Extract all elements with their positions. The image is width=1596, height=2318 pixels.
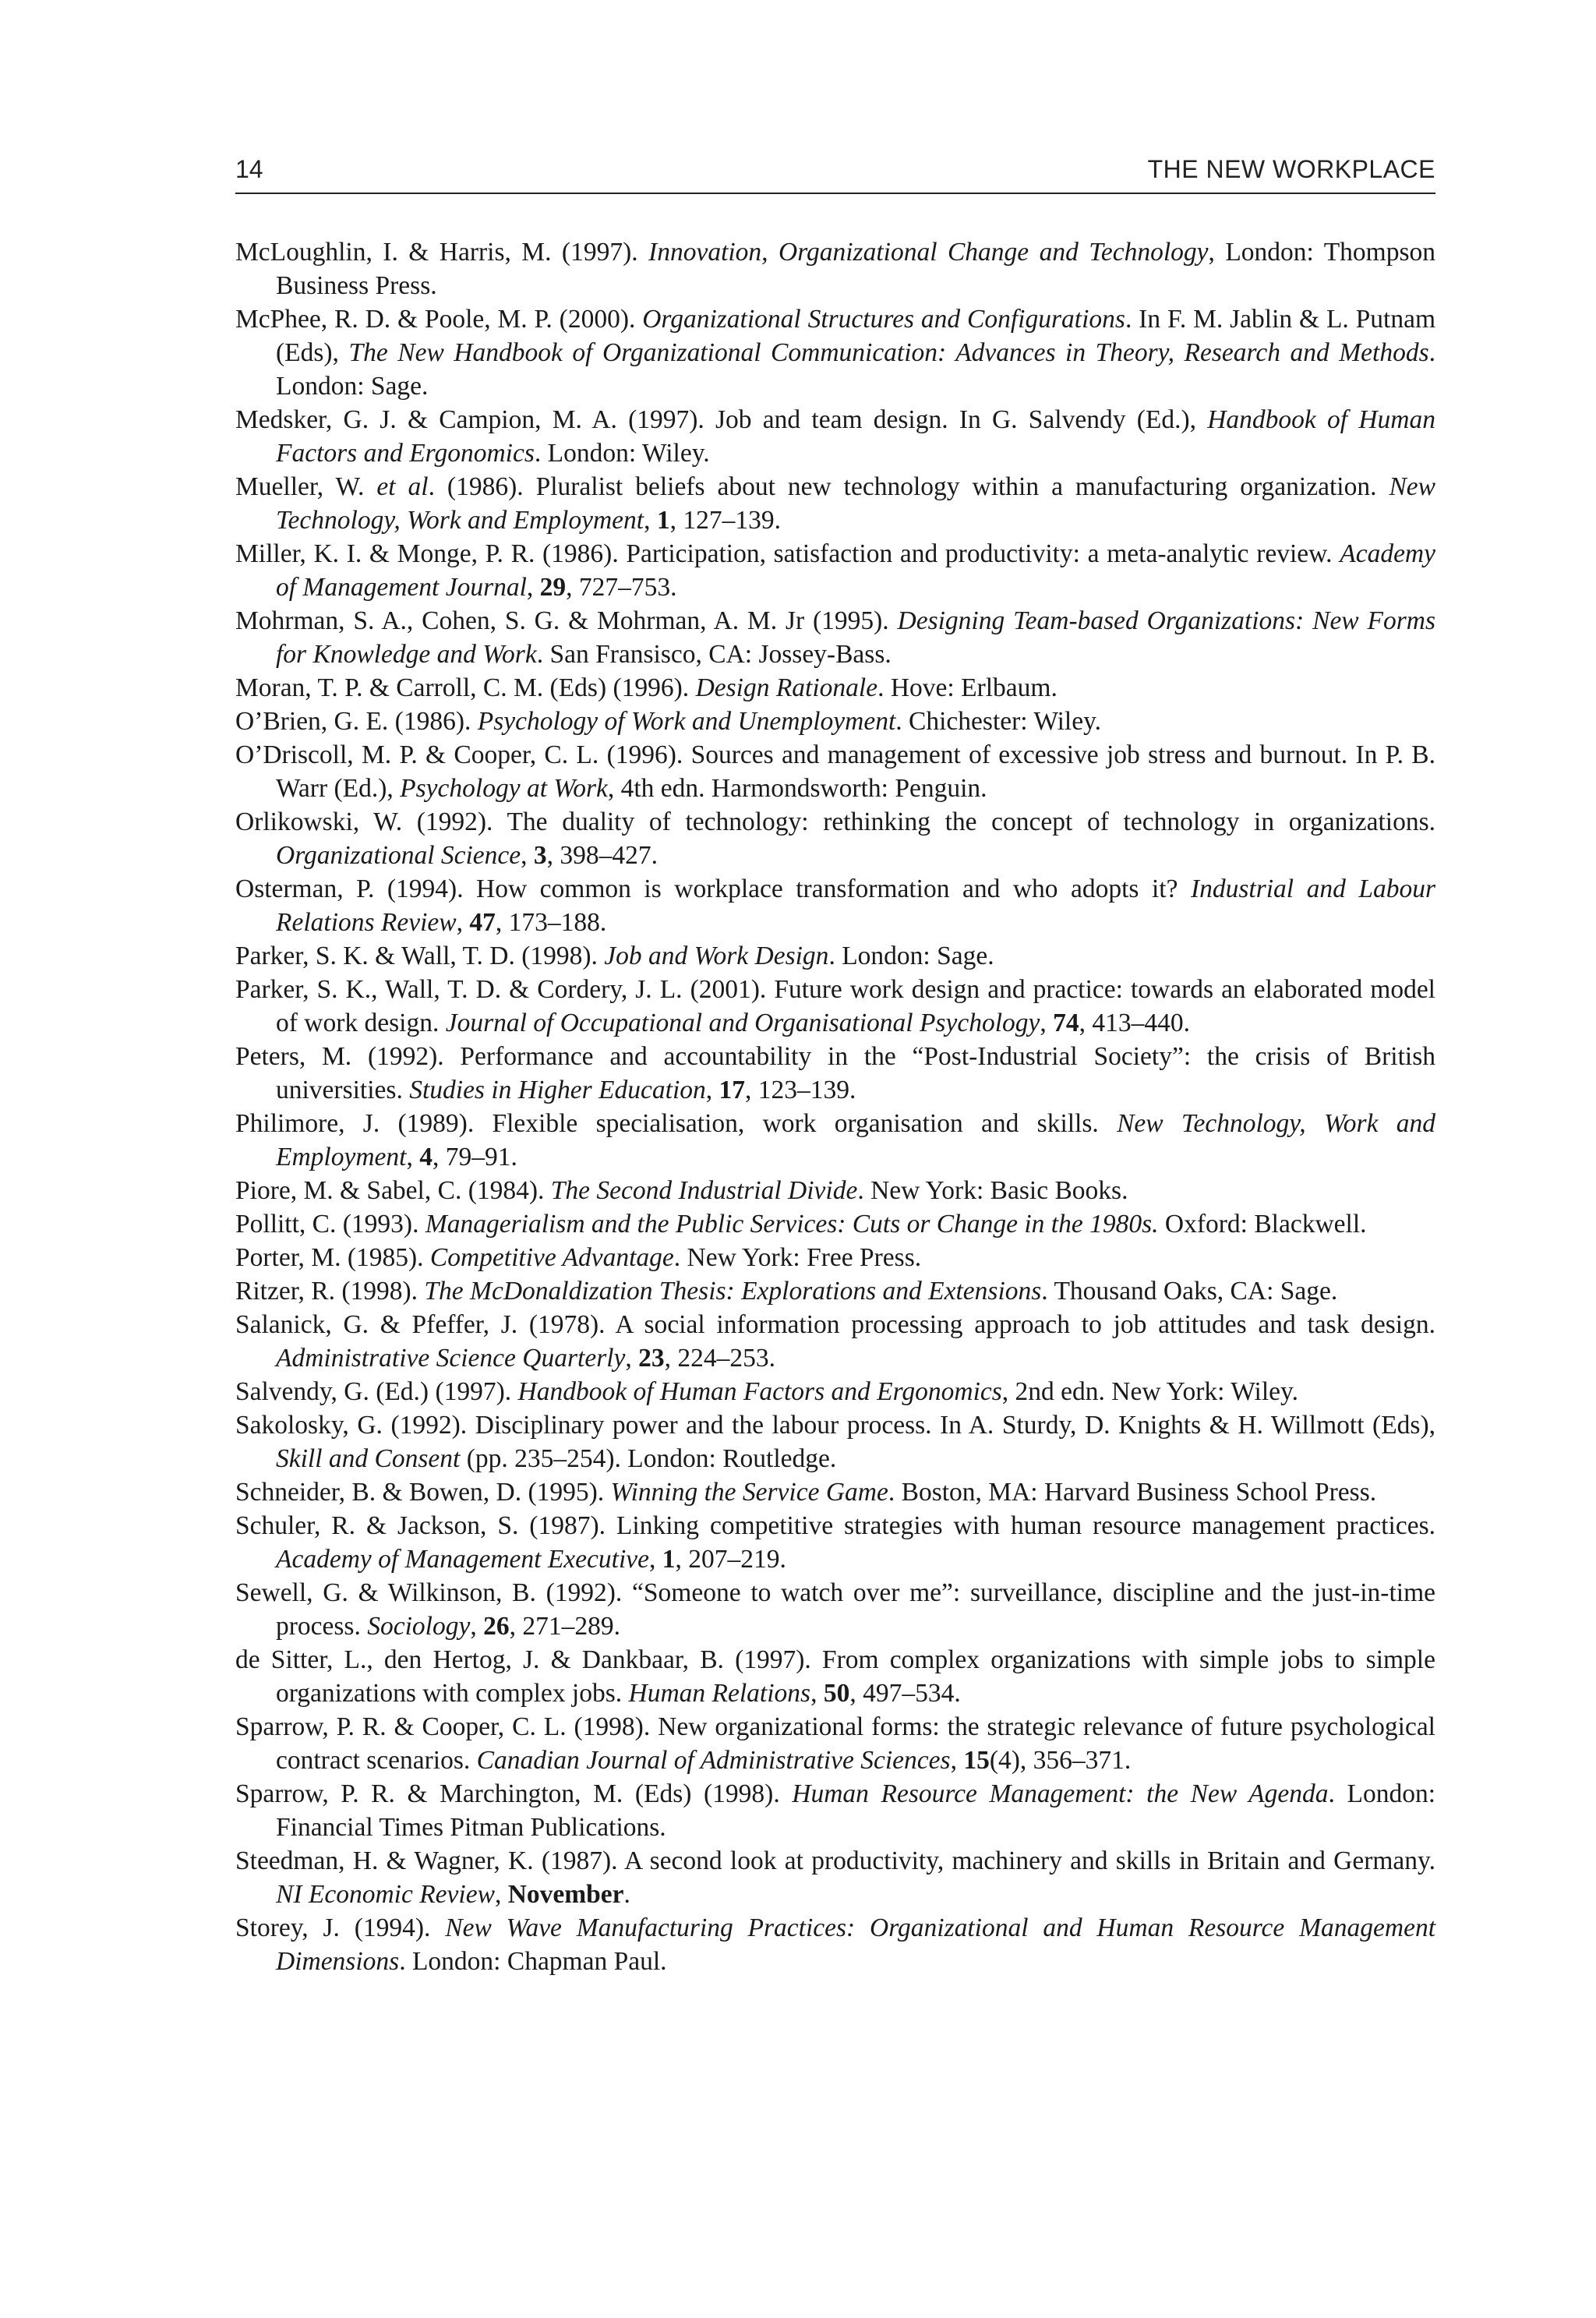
reference-text: . London: Financial Times Pitman Publications. — [276, 1779, 1436, 1842]
reference-title: NI Economic Review — [276, 1880, 495, 1909]
reference-title: The New Handbook of Organizational Communication: Advances in Theory, Research and Methods — [348, 338, 1429, 367]
reference-title: Psychology of Work and Unemployment — [477, 707, 896, 736]
reference-title: Psychology at Work — [400, 774, 608, 803]
reference-volume: 74 — [1053, 1009, 1079, 1037]
reference-title: Sociology — [367, 1612, 471, 1641]
reference-entry — [235, 1274, 1435, 1308]
reference-text: , — [526, 573, 540, 602]
reference-text: Sewell, G. & Wilkinson, B. (1992). “Someone to watch over me”: surveillance, discipline and the just-in-time process. — [235, 1578, 1435, 1641]
reference-text: , 123–139. — [745, 1076, 856, 1104]
reference-text: Ritzer, R. (1998). — [235, 1277, 425, 1306]
reference-text: . London: Chapman Paul. — [399, 1947, 667, 1976]
reference-text: , 4th edn. Harmondsworth: Penguin. — [607, 774, 987, 803]
reference-text: . Boston, MA: Harvard Business School Press. — [888, 1478, 1377, 1507]
reference-text: Peters, M. (1992). Performance and accountability in the “Post-Industrial Society”: the crisis of British universities. — [235, 1042, 1435, 1104]
reference-text: , — [950, 1746, 964, 1775]
reference-volume: 15 — [963, 1746, 990, 1775]
reference-entry — [235, 1777, 1435, 1844]
reference-text: McPhee, R. D. & Poole, M. P. (2000). — [235, 305, 643, 334]
reference-text: O’Brien, G. E. (1986). — [235, 707, 478, 736]
reference-text: Orlikowski, W. (1992). The duality of technology: rethinking the concept of technology in organizations. — [235, 807, 1435, 836]
reference-text: Mueller, W. — [235, 472, 377, 501]
reference-title: Organizational Science — [276, 841, 521, 870]
reference-text: . Thousand Oaks, CA: Sage. — [1041, 1277, 1338, 1306]
reference-volume: 3 — [533, 841, 547, 870]
reference-text: Storey, J. (1994). — [235, 1913, 446, 1942]
reference-entry — [235, 1509, 1435, 1576]
reference-title: Handbook of Human Factors and Ergonomics — [276, 405, 1435, 468]
reference-title: Handbook of Human Factors and Ergonomics — [517, 1377, 1002, 1406]
page-header — [235, 152, 1435, 194]
reference-entry — [235, 1710, 1435, 1777]
reference-title: Organizational Structures and Configurations — [642, 305, 1125, 334]
reference-entry — [235, 1844, 1435, 1911]
reference-text: Philimore, J. (1989). Flexible specialisation, work organisation and skills. — [235, 1109, 1118, 1138]
reference-title: The Second Industrial Divide — [550, 1176, 858, 1205]
reference-entry — [235, 939, 1435, 973]
reference-entry — [235, 1643, 1435, 1710]
reference-entry — [235, 1375, 1435, 1408]
reference-volume: 23 — [638, 1344, 665, 1373]
reference-volume: 26 — [483, 1612, 510, 1641]
reference-text: , 398–427. — [546, 841, 659, 870]
running-title: THE NEW WORKPLACE — [1147, 155, 1435, 183]
reference-text: , 173–188. — [495, 908, 607, 937]
reference-text: (4), 356–371. — [989, 1746, 1132, 1775]
reference-entry — [235, 805, 1435, 872]
reference-entry — [235, 1207, 1435, 1241]
reference-text: , 224–253. — [664, 1344, 776, 1373]
reference-text: Moran, T. P. & Carroll, C. M. (Eds) (1996). — [235, 673, 696, 702]
reference-entry — [235, 738, 1435, 805]
reference-title: New Wave Manufacturing Practices: Organizational and Human Resource Management Dimensions — [276, 1913, 1435, 1976]
reference-title: Canadian Journal of Administrative Sciences — [476, 1746, 951, 1775]
reference-entry — [235, 705, 1435, 738]
reference-text: , 2nd edn. New York: Wiley. — [1001, 1377, 1298, 1406]
reference-text: , 79–91. — [432, 1143, 517, 1171]
reference-title: Academy of Management Journal — [276, 539, 1435, 602]
reference-text: O’Driscoll, M. P. & Cooper, C. L. (1996). Sources and management of excessive job stress and burnout. In P. B. Warr (Ed.), — [235, 740, 1435, 803]
reference-text: , — [810, 1679, 824, 1708]
reference-title: Industrial and Labour Relations Review — [276, 875, 1435, 937]
reference-text: , — [494, 1880, 508, 1909]
reference-title: New Technology, Work and Employment — [276, 1109, 1435, 1171]
reference-text: Schneider, B. & Bowen, D. (1995). — [235, 1478, 611, 1507]
reference-text: , 127–139. — [669, 506, 781, 535]
reference-volume: 4 — [419, 1143, 433, 1171]
reference-text: , — [1040, 1009, 1054, 1037]
reference-entry — [235, 235, 1435, 302]
reference-text: . London: Sage. — [276, 338, 1435, 401]
reference-text: . Hove: Erlbaum. — [877, 673, 1058, 702]
reference-entry — [235, 537, 1435, 604]
reference-text: . San Fransisco, CA: Jossey-Bass. — [536, 640, 892, 669]
reference-text: Steedman, H. & Wagner, K. (1987). A second look at productivity, machinery and skills in Britain and Germany. — [235, 1846, 1435, 1875]
reference-text: Mohrman, S. A., Cohen, S. G. & Mohrman, A. M. Jr (1995). — [235, 606, 898, 635]
reference-text: . London: Wiley. — [534, 439, 710, 468]
reference-text: Miller, K. I. & Monge, P. R. (1986). Participation, satisfaction and productivity: a meta-analytic review. — [235, 539, 1340, 568]
reference-title: Academy of Management Executive — [276, 1545, 650, 1574]
reference-text: . New York: Free Press. — [673, 1243, 922, 1272]
reference-text: Oxford: Blackwell. — [1158, 1210, 1367, 1239]
reference-text: de Sitter, L., den Hertog, J. & Dankbaar, B. (1997). From complex organizations with simple jobs to simple organizations with complex jobs. — [235, 1645, 1435, 1708]
reference-volume: 1 — [662, 1545, 676, 1574]
reference-entry — [235, 1911, 1435, 1978]
reference-entry — [235, 604, 1435, 671]
reference-text: , 413–440. — [1079, 1009, 1191, 1037]
reference-entry — [235, 1408, 1435, 1475]
reference-list — [235, 235, 1435, 1978]
reference-text: , — [470, 1612, 484, 1641]
reference-title: Managerialism and the Public Services: Cuts or Change in the 1980s. — [425, 1210, 1159, 1239]
reference-text: , — [649, 1545, 662, 1574]
reference-text: , — [644, 506, 657, 535]
reference-entry — [235, 470, 1435, 537]
reference-title: Job and Work Design — [604, 942, 829, 970]
reference-text: . New York: Basic Books. — [857, 1176, 1128, 1205]
reference-entry — [235, 973, 1435, 1040]
reference-text: , — [625, 1344, 639, 1373]
page-number: 14 — [235, 155, 263, 183]
reference-text: , 497–534. — [849, 1679, 961, 1708]
reference-text: , 207–219. — [675, 1545, 786, 1574]
reference-text: Parker, S. K., Wall, T. D. & Cordery, J. L. (2001). Future work design and practice: towards an elaborated model of work design. — [235, 975, 1435, 1037]
reference-text: . Chichester: Wiley. — [895, 707, 1102, 736]
reference-text: Porter, M. (1985). — [235, 1243, 430, 1272]
reference-volume: November — [507, 1880, 624, 1909]
reference-text: , 727–753. — [566, 573, 677, 602]
reference-entry — [235, 1475, 1435, 1509]
reference-text: (pp. 235–254). London: Routledge. — [460, 1444, 837, 1473]
reference-text: Pollitt, C. (1993). — [235, 1210, 425, 1239]
reference-title: Journal of Occupational and Organisational Psychology — [445, 1009, 1040, 1037]
reference-text: . London: Sage. — [828, 942, 994, 970]
reference-title: Design Rationale — [695, 673, 878, 702]
reference-title: Studies in Higher Education — [409, 1076, 706, 1104]
reference-title: Competitive Advantage — [429, 1243, 674, 1272]
reference-text: Medsker, G. J. & Campion, M. A. (1997). Job and team design. In G. Salvendy (Ed.), — [235, 405, 1208, 434]
reference-text: Parker, S. K. & Wall, T. D. (1998). — [235, 942, 605, 970]
reference-volume: 29 — [539, 573, 567, 602]
reference-title: Innovation, Organizational Change and Technology — [648, 238, 1209, 267]
reference-text: Schuler, R. & Jackson, S. (1987). Linking competitive strategies with human resource management practices. — [235, 1511, 1435, 1540]
reference-text: , — [456, 908, 470, 937]
reference-text: Piore, M. & Sabel, C. (1984). — [235, 1176, 551, 1205]
reference-text: McLoughlin, I. & Harris, M. (1997). — [235, 238, 649, 267]
reference-text: Salvendy, G. (Ed.) (1997). — [235, 1377, 518, 1406]
reference-title: Administrative Science Quarterly — [276, 1344, 626, 1373]
reference-volume: 1 — [656, 506, 670, 535]
reference-text: , — [705, 1076, 719, 1104]
reference-title: Human Relations — [628, 1679, 811, 1708]
reference-text: . In F. M. Jablin & L. Putnam (Eds), — [276, 305, 1436, 367]
reference-volume: 17 — [719, 1076, 746, 1104]
reference-entry — [235, 1241, 1435, 1274]
reference-text: , — [406, 1143, 420, 1171]
reference-entry — [235, 671, 1435, 705]
reference-title: The McDonaldization Thesis: Explorations and Extensions — [424, 1277, 1042, 1306]
reference-text: . (1986). Pluralist beliefs about new technology within a manufacturing organization. — [428, 472, 1389, 501]
reference-volume: 50 — [823, 1679, 850, 1708]
reference-title: Human Resource Management: the New Agenda — [792, 1779, 1329, 1808]
reference-text: Sparrow, P. R. & Cooper, C. L. (1998). New organizational forms: the strategic relevance of future psychological contract scenarios. — [235, 1712, 1435, 1775]
reference-text: . — [623, 1880, 630, 1909]
reference-entry — [235, 1174, 1435, 1207]
reference-title: New Technology, Work and Employment — [276, 472, 1435, 535]
reference-entry — [235, 1308, 1435, 1375]
reference-title: Designing Team-based Organizations: New Forms for Knowledge and Work — [276, 606, 1435, 669]
reference-entry — [235, 1040, 1435, 1107]
reference-text: , London: Thompson Business Press. — [276, 238, 1435, 300]
reference-volume: 47 — [469, 908, 496, 937]
reference-text: Salanick, G. & Pfeffer, J. (1978). A social information processing approach to job attitudes and task design. — [235, 1310, 1435, 1339]
reference-text: Sparrow, P. R. & Marchington, M. (Eds) (1998). — [235, 1779, 793, 1808]
reference-text: , 271–289. — [509, 1612, 620, 1641]
reference-title: et al — [376, 472, 429, 501]
reference-entry — [235, 1107, 1435, 1174]
reference-title: Skill and Consent — [276, 1444, 461, 1473]
reference-entry — [235, 403, 1435, 470]
reference-text: Osterman, P. (1994). How common is workplace transformation and who adopts it? — [235, 875, 1191, 903]
reference-entry — [235, 1576, 1435, 1643]
reference-title: Winning the Service Game — [610, 1478, 888, 1507]
reference-entry — [235, 302, 1435, 403]
reference-text: , — [521, 841, 534, 870]
reference-entry — [235, 872, 1435, 939]
reference-text: Sakolosky, G. (1992). Disciplinary power and the labour process. In A. Sturdy, D. Knights & H. Willmott (Eds), — [235, 1411, 1435, 1440]
